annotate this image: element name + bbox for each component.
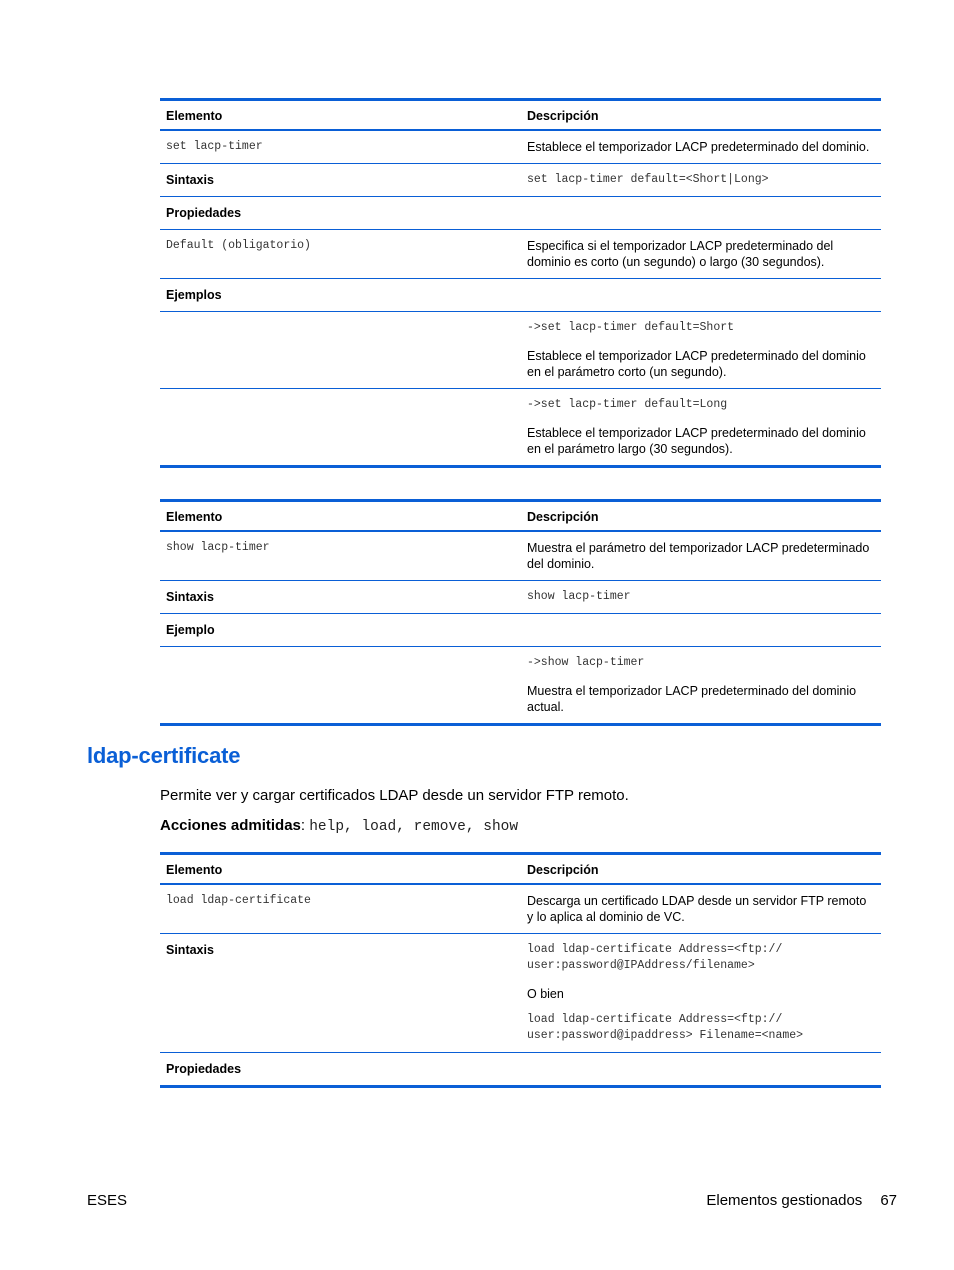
syntax-or: O bien	[527, 987, 564, 1001]
table-row	[160, 647, 881, 725]
table-header-row	[160, 100, 881, 131]
table-row	[160, 614, 881, 647]
syntax-value: set lacp-timer default=<Short|Long>	[527, 173, 769, 186]
actions-label: Acciones admitidas	[160, 817, 301, 834]
example-cell	[521, 647, 881, 725]
table-row	[160, 531, 881, 581]
properties-value	[521, 197, 881, 230]
table-header-row	[160, 501, 881, 532]
example-cell	[521, 312, 881, 389]
command-description: Muestra el parámetro del temporizador LACP predeterminado del dominio.	[527, 541, 870, 571]
section-intro: Permite ver y cargar certificados LDAP desde un servidor FTP remoto.	[160, 787, 629, 804]
example-command: ->set lacp-timer default=Long	[527, 398, 728, 411]
table-row	[160, 197, 881, 230]
example-cell	[521, 389, 881, 467]
table-row	[160, 884, 881, 934]
syntax-label: Sintaxis	[166, 590, 214, 604]
syntax-label: Sintaxis	[166, 943, 214, 957]
example-spacer	[160, 647, 521, 725]
footer-locale: ESES	[87, 1192, 128, 1209]
lacp-timer-set-table	[160, 98, 881, 468]
table-row	[160, 130, 881, 164]
command-description: Descarga un certificado LDAP desde un servidor FTP remoto y lo aplica al dominio de VC.	[527, 894, 867, 924]
syntax-line: user:password@IPAddress/filename>	[527, 959, 755, 972]
actions-value: help, load, remove, show	[309, 819, 519, 835]
header-descripcion: Descripción	[527, 108, 599, 123]
examples-label: Ejemplos	[166, 288, 222, 302]
command-name: show lacp-timer	[166, 541, 270, 554]
properties-label: Propiedades	[166, 206, 242, 220]
table-row	[160, 389, 881, 467]
property-name: Default (obligatorio)	[166, 239, 311, 252]
examples-value	[521, 279, 881, 312]
example-description: Establece el temporizador LACP predeterminado del dominio en el parámetro largo (30 segundos).	[527, 426, 866, 456]
command-name: load ldap-certificate	[166, 894, 311, 907]
table-row	[160, 279, 881, 312]
footer-section	[706, 1192, 897, 1209]
example-command: ->show lacp-timer	[527, 656, 645, 669]
command-description: Establece el temporizador LACP predeterminado del dominio.	[527, 140, 870, 154]
table-header-row	[160, 854, 881, 885]
syntax-cell	[521, 934, 881, 1053]
header-elemento: Elemento	[166, 108, 223, 123]
properties-value	[521, 1053, 881, 1087]
example-command: ->set lacp-timer default=Short	[527, 321, 735, 334]
example-description: Establece el temporizador LACP predeterminado del dominio en el parámetro corto (un segundo).	[527, 349, 866, 379]
table-row	[160, 934, 881, 1053]
supported-actions: Acciones admitidas: help, load, remove, show	[160, 817, 519, 835]
page-number: 67	[880, 1192, 897, 1209]
example-spacer	[160, 389, 521, 467]
example-description: Muestra el temporizador LACP predeterminado del dominio actual.	[527, 684, 857, 714]
properties-label: Propiedades	[166, 1062, 242, 1076]
table-row	[160, 164, 881, 197]
example-label-value	[521, 614, 881, 647]
syntax-line: user:password@ipaddress> Filename=<name>	[527, 1029, 804, 1042]
header-descripcion: Descripción	[527, 509, 599, 524]
lacp-timer-show-table	[160, 499, 881, 726]
syntax-line: load ldap-certificate Address=<ftp://	[527, 943, 783, 956]
syntax-label: Sintaxis	[166, 173, 214, 187]
ldap-certificate-table	[160, 852, 881, 1088]
header-elemento: Elemento	[166, 862, 223, 877]
syntax-value: show lacp-timer	[527, 590, 631, 603]
footer-section-name: Elementos gestionados	[706, 1192, 863, 1209]
header-elemento: Elemento	[166, 509, 223, 524]
section-title: ldap-certificate	[87, 743, 241, 768]
header-descripcion: Descripción	[527, 862, 599, 877]
table-row	[160, 1053, 881, 1087]
table-row	[160, 312, 881, 389]
example-spacer	[160, 312, 521, 389]
example-label: Ejemplo	[166, 623, 215, 637]
property-description: Especifica si el temporizador LACP predeterminado del dominio es corto (un segundo) o largo (30 segundos).	[527, 239, 834, 269]
table-row	[160, 230, 881, 279]
table-row	[160, 581, 881, 614]
command-name: set lacp-timer	[166, 140, 263, 153]
syntax-line: load ldap-certificate Address=<ftp://	[527, 1013, 783, 1026]
